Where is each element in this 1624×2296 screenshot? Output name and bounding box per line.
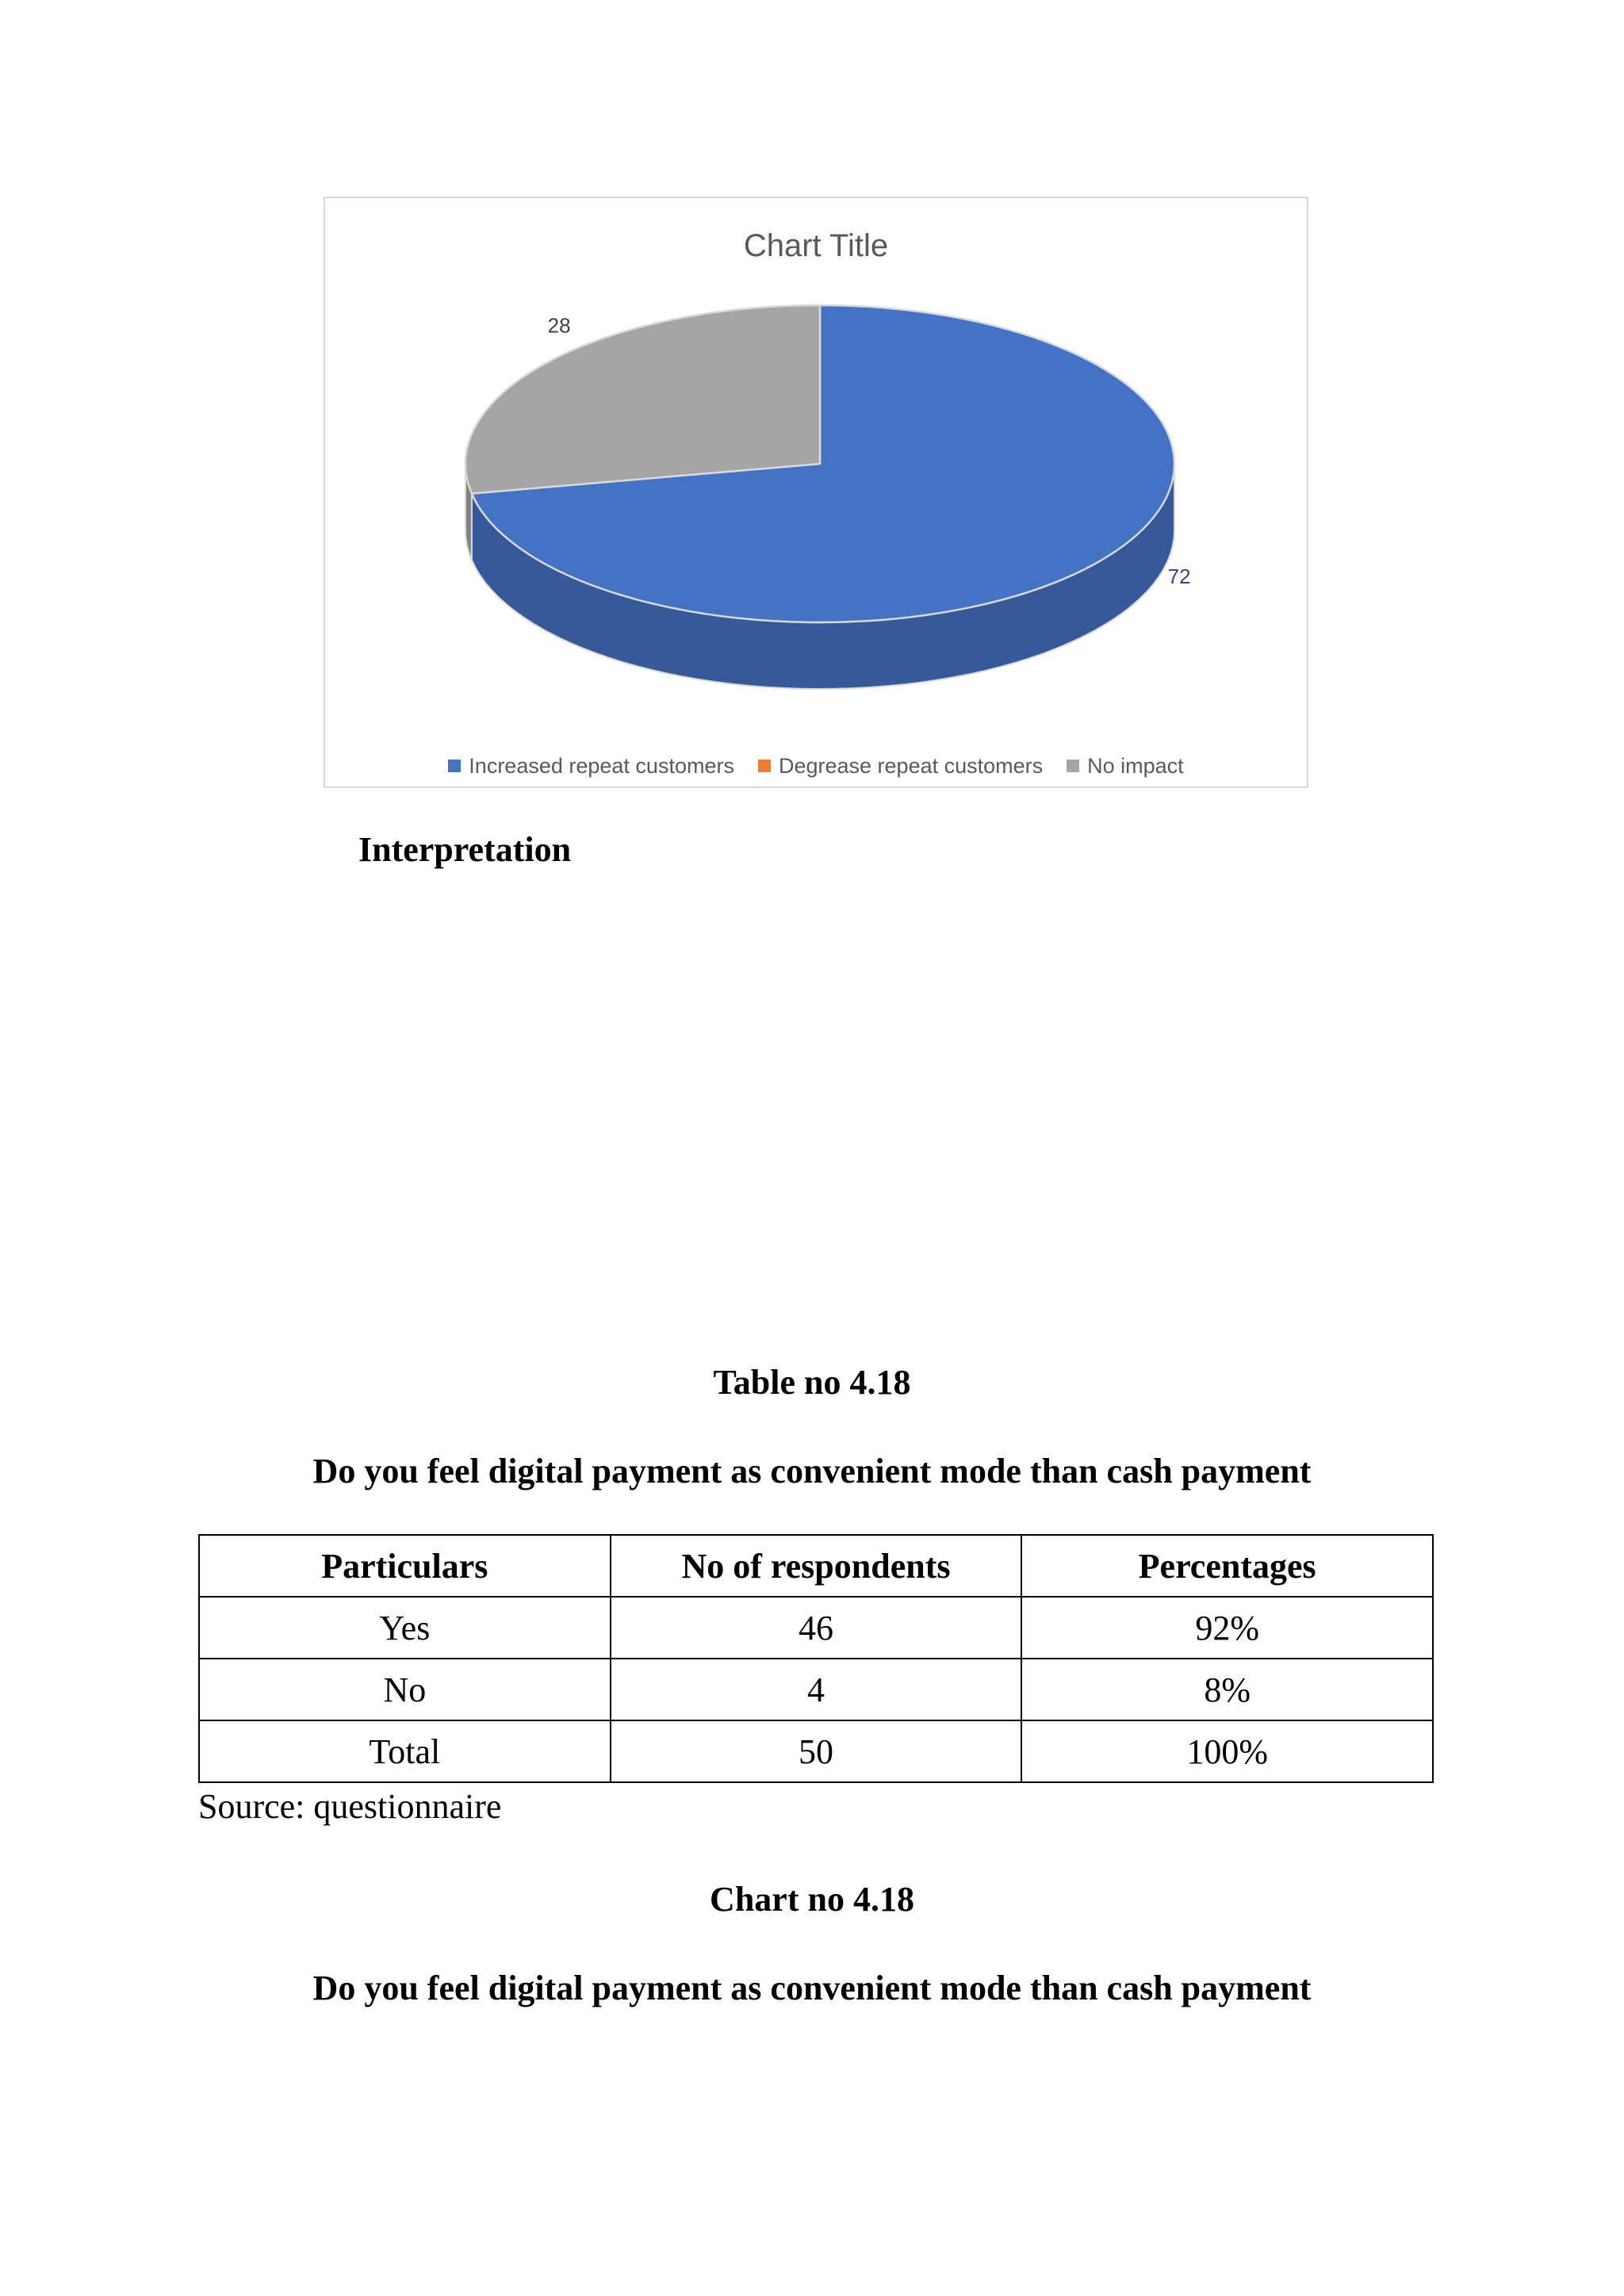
table-cell: 4: [611, 1659, 1022, 1720]
table-cell: Total: [199, 1720, 611, 1782]
pie-chart: [324, 197, 1308, 788]
chart2-title: Chart no 4.18: [710, 1880, 914, 1919]
legend-label-degrease: Degrease repeat customers: [778, 754, 1044, 778]
chart-title: Chart Title: [743, 228, 889, 263]
header-particulars: Particulars: [199, 1535, 611, 1597]
legend-item-increased: [448, 753, 734, 779]
table-cell: 50: [611, 1720, 1022, 1782]
respondents-table: [198, 1534, 1434, 1783]
table-cell: 100%: [1021, 1720, 1433, 1782]
table-row: [199, 1597, 1433, 1659]
data-label: 28: [547, 313, 571, 338]
chart-legend: [325, 753, 1307, 779]
legend-swatch-degrease: [758, 760, 771, 772]
data-label: 72: [1167, 564, 1191, 589]
pie-chart-plot: [325, 198, 1310, 790]
source-note: Source: questionnaire: [198, 1787, 502, 1826]
table-title: Table no 4.18: [713, 1363, 911, 1402]
legend-label-increased: Increased repeat customers: [469, 754, 734, 778]
legend-swatch-increased: [448, 760, 461, 772]
legend-item-degrease: [758, 753, 1043, 779]
table-cell: No: [199, 1659, 611, 1720]
table-cell: Yes: [199, 1597, 611, 1659]
chart2-question: Do you feel digital payment as convenient mode than cash payment: [312, 1969, 1312, 2007]
pie-slice-no-impact: [465, 305, 820, 494]
table-cell: 46: [611, 1597, 1022, 1659]
table-header-row: [199, 1535, 1433, 1597]
legend-swatch-no-impact: [1067, 760, 1079, 772]
table-row: [199, 1720, 1433, 1782]
table-row: [199, 1659, 1433, 1720]
interpretation-heading: Interpretation: [358, 830, 572, 869]
legend-label-no-impact: No impact: [1087, 754, 1184, 778]
header-percentages: Percentages: [1021, 1535, 1433, 1597]
table-question: Do you feel digital payment as convenient mode than cash payment: [312, 1452, 1312, 1490]
table-cell: 92%: [1021, 1597, 1433, 1659]
header-respondents: No of respondents: [611, 1535, 1022, 1597]
table-cell: 8%: [1021, 1659, 1433, 1720]
legend-item-no-impact: [1067, 753, 1184, 779]
